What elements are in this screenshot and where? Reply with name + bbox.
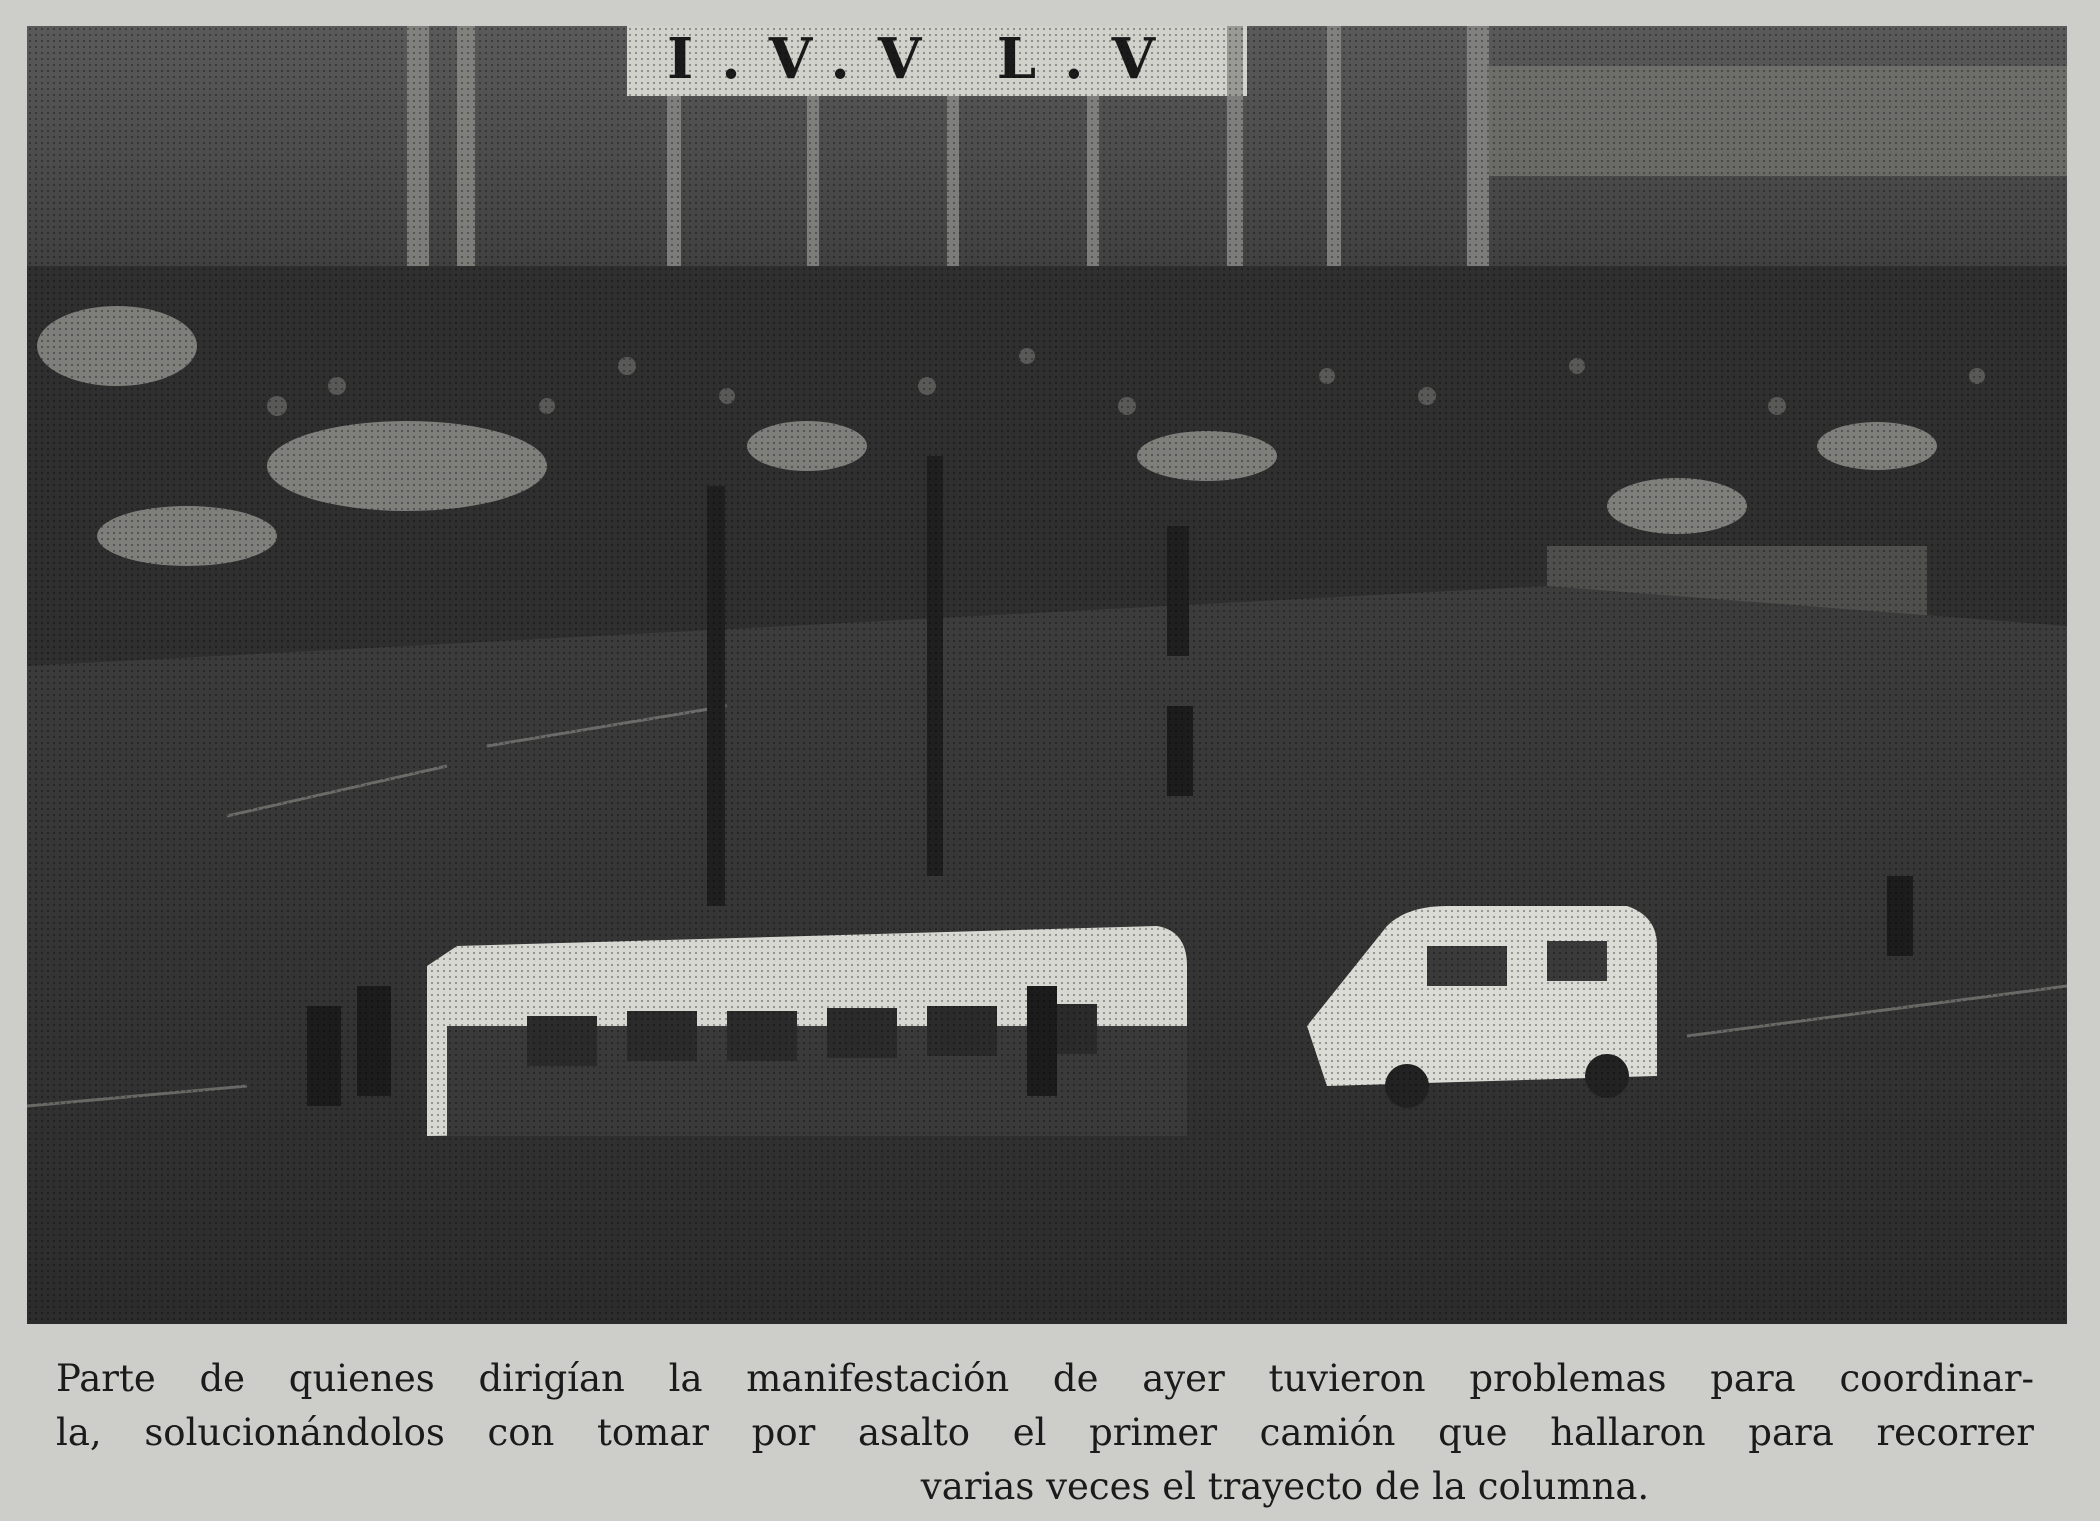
news-photo-image bbox=[27, 26, 2067, 1324]
caption-line-3: varias veces el trayecto de la columna. bbox=[920, 1465, 1650, 1508]
caption-line-2: la, solucionándolos con tomar por asalto el primer camión que hallaron para recorrer bbox=[56, 1411, 2034, 1454]
photo-caption bbox=[56, 1352, 2034, 1514]
news-photo bbox=[27, 26, 2067, 1324]
caption-line-1: Parte de quienes dirigían la manifestación de ayer tuvieron problemas para coordinar- bbox=[56, 1357, 2034, 1400]
